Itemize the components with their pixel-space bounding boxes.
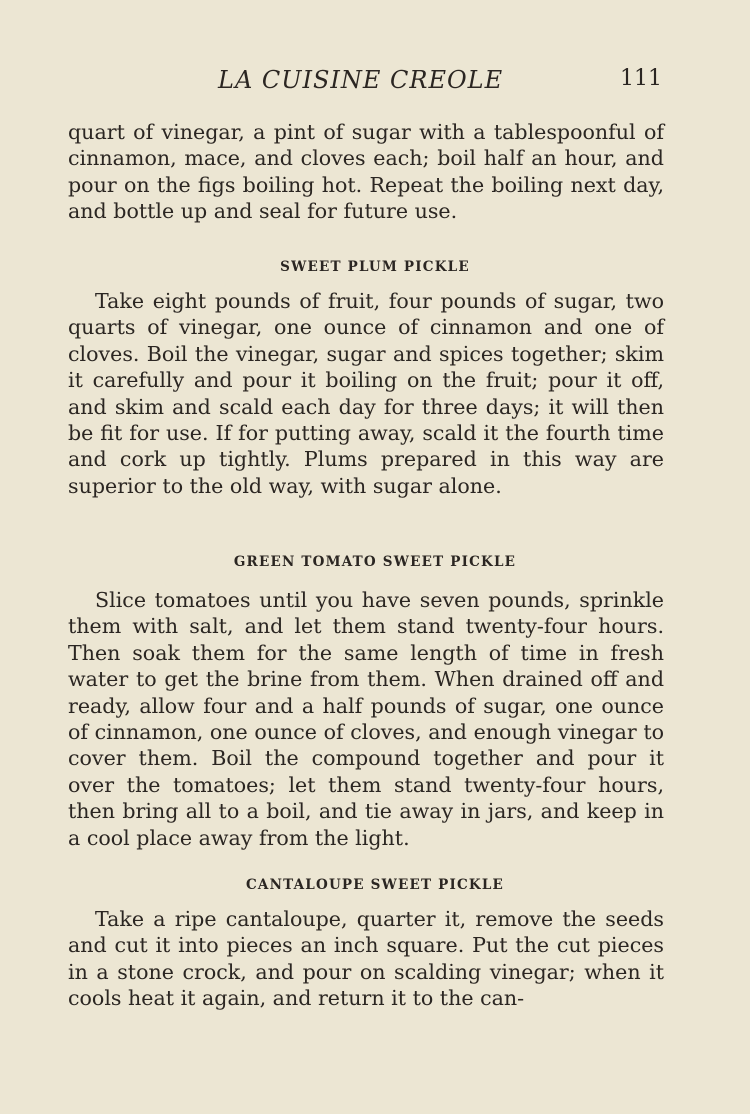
recipe-heading-cantaloupe-sweet-pickle: CANTALOUPE SWEET PICKLE: [245, 877, 505, 893]
running-head: [0, 66, 750, 100]
continuation-paragraph: quart of vinegar, a pint of sugar with a tablespoonful of cinnamon, mace, and cloves each; boil half an hour, and pour on the figs boiling hot. Repeat the boiling next day, and bottle up and seal for future use.: [68, 120, 664, 224]
recipe-text-sweet-plum-pickle: Take eight pounds of fruit, four pounds of sugar, two quarts of vinegar, one ounce of cinnamon and one of cloves. Boil the vinegar, sugar and spices together; skim it carefully and pour it boiling on the fruit; pour it off, and skim and scald each day for three days; it will then be fit for use. If for putting away, scald it the fourth time and cork up tightly. Plums prepared in this way are superior to the old way, with sugar alone.: [68, 289, 664, 498]
recipe-heading-sweet-plum-pickle: SWEET PLUM PICKLE: [280, 259, 470, 275]
book-title: LA CUISINE CREOLE: [218, 66, 504, 94]
recipe-text-green-tomato-sweet-pickle: Slice tomatoes until you have seven pounds, sprinkle them with salt, and let them stand twenty-four hours. Then soak them for the same length of time in fresh water to get the brine from them. When drained off and ready, allow four and a half pounds of sugar, one ounce of cinnamon, one ounce of cloves, and enough vinegar to cover them. Boil the compound together and pour it over the tomatoes; let them stand twenty-four hours, then bring all to a boil, and tie away in jars, and keep in a cool place away from the light.: [68, 588, 664, 850]
page-number: 111: [620, 66, 662, 91]
recipe-heading-green-tomato-sweet-pickle: GREEN TOMATO SWEET PICKLE: [233, 554, 517, 570]
recipe-text-cantaloupe-sweet-pickle: Take a ripe cantaloupe, quarter it, remove the seeds and cut it into pieces an inch square. Put the cut pieces in a stone crock, and pour on scalding vinegar; when it cools heat it again, and return it to the can-: [68, 907, 664, 1011]
